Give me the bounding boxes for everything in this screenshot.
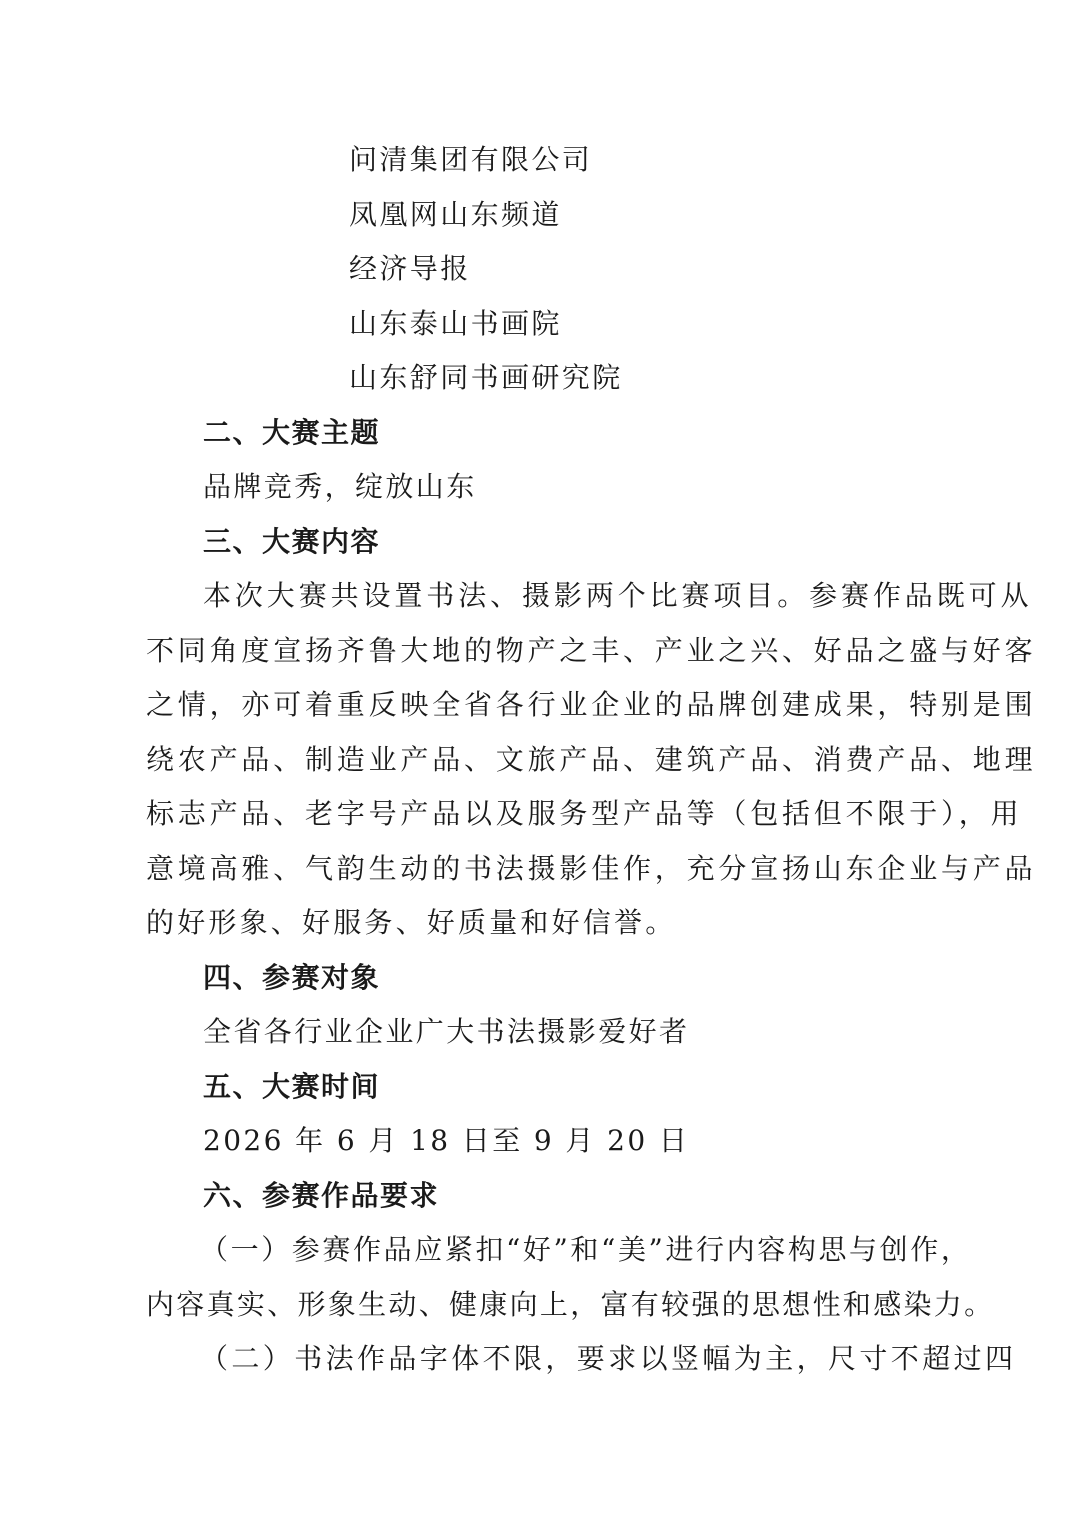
paragraph-line: （一）参赛作品应紧扣“好”和“美”进行内容构思与创作， (200, 1233, 972, 1266)
paragraph-line: 之情，亦可着重反映全省各行业企业的品牌创建成果，特别是围 (146, 688, 1037, 721)
section-heading: 二、大赛主题 (203, 416, 381, 449)
paragraph-line: 本次大赛共设置书法、摄影两个比赛项目。参赛作品既可从 (203, 579, 1033, 612)
paragraph-line: 品牌竞秀，绽放山东 (203, 470, 477, 503)
section-heading: 五、大赛时间 (203, 1070, 381, 1103)
organizer-name: 山东泰山书画院 (349, 307, 562, 340)
paragraph-line: 标志产品、老字号产品以及服务型产品等（包括但不限于），用 (146, 797, 1023, 830)
paragraph-line: 全省各行业企业广大书法摄影爱好者 (203, 1015, 690, 1048)
paragraph-line: 内容真实、形象生动、健康向上，富有较强的思想性和感染力。 (146, 1288, 995, 1321)
paragraph-line: 意境高雅、气韵生动的书法摄影佳作，充分宣扬山东企业与产品 (146, 852, 1037, 885)
paragraph-line: 绕农产品、制造业产品、文旅产品、建筑产品、消费产品、地理 (146, 743, 1037, 776)
paragraph-line: （二）书法作品字体不限，要求以竖幅为主，尺寸不超过四 (200, 1342, 1017, 1375)
organizer-name: 山东舒同书画研究院 (349, 361, 623, 394)
section-heading: 三、大赛内容 (203, 525, 381, 558)
paragraph-line: 的好形象、好服务、好质量和好信誉。 (146, 906, 677, 939)
paragraph-line: 不同角度宣扬齐鲁大地的物产之丰、产业之兴、好品之盛与好客 (146, 634, 1037, 667)
organizer-name: 问清集团有限公司 (349, 143, 593, 176)
section-heading: 六、参赛作品要求 (203, 1179, 440, 1212)
paragraph-line: 2026 年 6 月 18 日至 9 月 20 日 (203, 1124, 690, 1157)
section-heading: 四、参赛对象 (203, 961, 381, 994)
organizer-name: 经济导报 (349, 252, 471, 285)
organizer-name: 凤凰网山东频道 (349, 198, 562, 231)
